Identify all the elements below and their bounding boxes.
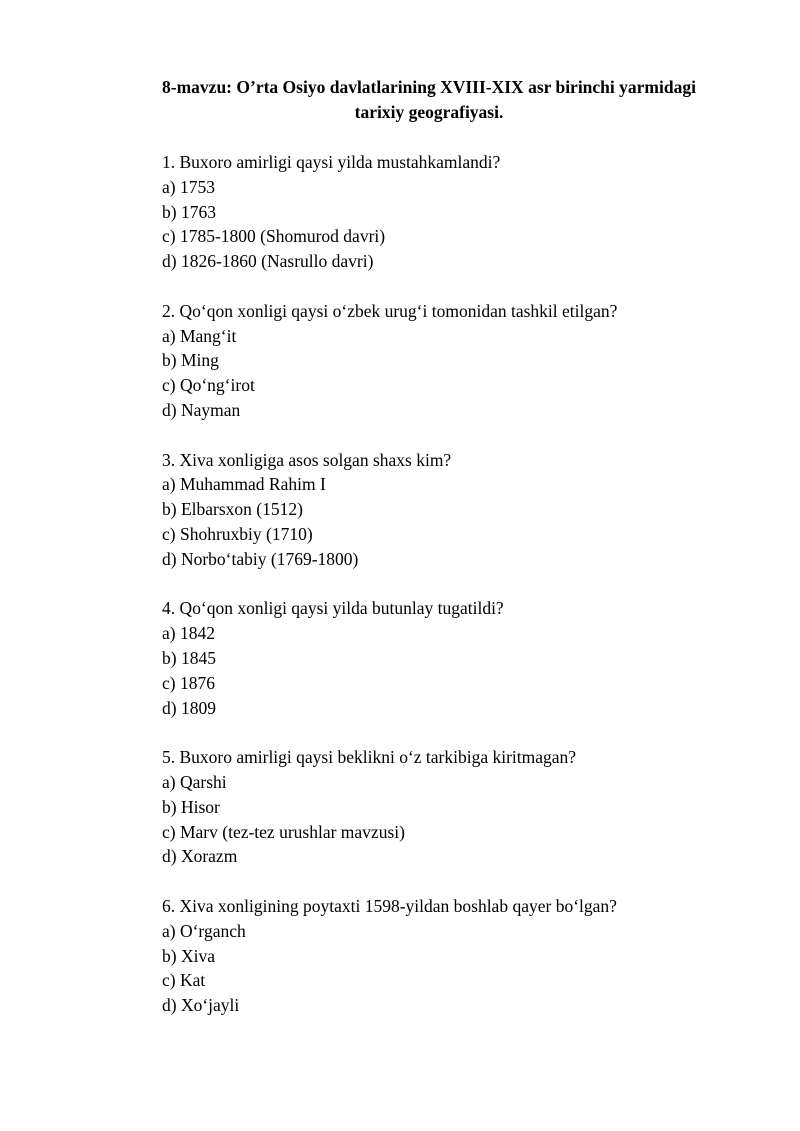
answer-option-b: b) Ming (162, 350, 219, 371)
question-text: 6. Xiva xonligining poytaxti 1598-yildan boshlab qayer bo‘lgan? (162, 895, 617, 916)
answer-option-d: d) Xorazm (162, 846, 238, 867)
question-text: 5. Buxoro amirligi qaysi beklikni o‘z tarkibiga kiritmagan? (162, 747, 577, 768)
answer-option-b: b) Elbarsxon (1512) (162, 499, 303, 520)
question-text: 1. Buxoro amirligi qaysi yilda mustahkamlandi? (162, 152, 501, 172)
answer-option-c: c) 1785-1800 (Shomurod davri) (162, 226, 386, 247)
answer-option-a: a) Mang‘it (162, 325, 237, 346)
question-3 (162, 448, 762, 572)
answer-option-d: d) Norbo‘tabiy (1769-1800) (162, 548, 359, 569)
answer-option-a: a) Qarshi (162, 771, 227, 792)
question-text: 2. Qo‘qon xonligi qaysi o‘zbek urug‘i tomonidan tashkil etilgan? (162, 300, 618, 321)
answer-option-b: b) Hisor (162, 796, 220, 817)
answer-option-c: c) Shohruxbiy (1710) (162, 523, 313, 544)
answer-option-c: c) 1876 (162, 672, 215, 693)
answer-option-a: a) 1842 (162, 623, 215, 644)
question-4 (162, 596, 762, 720)
answer-option-b: b) 1763 (162, 201, 216, 222)
answer-option-a: a) O‘rganch (162, 920, 246, 941)
document-title (120, 75, 738, 125)
question-5 (162, 745, 762, 869)
answer-option-a: a) Muhammad Rahim I (162, 474, 326, 495)
answer-option-d: d) 1809 (162, 697, 216, 718)
answer-option-d: d) Xo‘jayli (162, 995, 240, 1016)
answer-option-c: c) Kat (162, 970, 206, 991)
question-list (162, 150, 762, 1043)
question-6 (162, 894, 762, 1018)
title-line-1: 8-mavzu: O’rta Osiyo davlatlarining XVIII-XIX asr birinchi yarmidagi (162, 77, 696, 97)
answer-option-c: c) Marv (tez-tez urushlar mavzusi) (162, 821, 405, 842)
question-text: 4. Qo‘qon xonligi qaysi yilda butunlay tugatildi? (162, 598, 504, 619)
title-line-2: tarixiy geografiyasi. (354, 102, 504, 122)
answer-option-d: d) 1826-1860 (Nasrullo davri) (162, 251, 374, 272)
answer-option-d: d) Nayman (162, 399, 241, 420)
answer-option-a: a) 1753 (162, 176, 215, 197)
question-2 (162, 299, 762, 423)
question-1 (162, 150, 762, 274)
answer-option-c: c) Qo‘ng‘irot (162, 375, 255, 396)
answer-option-b: b) Xiva (162, 945, 215, 966)
question-text: 3. Xiva xonligiga asos solgan shaxs kim? (162, 449, 452, 470)
answer-option-b: b) 1845 (162, 647, 216, 668)
